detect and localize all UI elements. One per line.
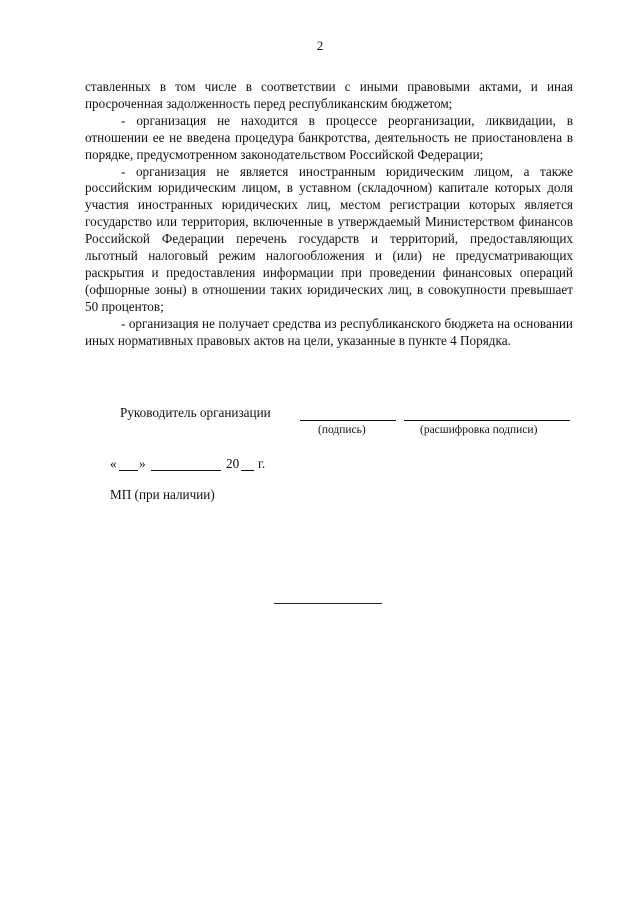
document-body	[85, 79, 573, 350]
end-divider	[274, 603, 382, 604]
date-open-quote: «	[110, 456, 117, 471]
date-month-blank	[151, 470, 221, 471]
paragraph-condition-foreign-entity: - организация не является иностранным юридическим лицом, а также российским юридическим лицом, в уставном (складочном) капитале которых доля участия иностранных юридических лиц, местом регистрации которых является государство или территория, включенные в утверждаемый Министерством финансов Российской Федерации перечень государств и территорий, предоставляющих льготный налоговый режим налогообложения и (или) не предусматривающих раскрытия и предоставления информации при проведении финансовых операций (офшорные зоны) в отношении таких юридических лиц, в совокупности превышает 50 процентов;	[85, 163, 573, 314]
signature-decoding-blank	[404, 420, 570, 421]
signature-caption: (подпись)	[318, 424, 366, 436]
date-year-prefix: 20	[226, 456, 240, 471]
paragraph-condition-reorganization: - организация не находится в процессе реорганизации, ликвидации, в отношении ее не введена процедура банкротства, деятельность не приостановлена в порядке, предусмотренном законодательством Российской Федерации;	[85, 112, 573, 162]
paragraph-continuation: ставленных в том числе в соответствии с иными правовыми актами, и иная просроченная задолженность перед республиканским бюджетом;	[85, 79, 573, 111]
date-close-quote: »	[139, 456, 146, 471]
date-year-blank	[241, 470, 254, 471]
stamp-label: МП (при наличии)	[110, 487, 215, 502]
signature-blank	[300, 420, 396, 421]
paragraph-condition-other-funds: - организация не получает средства из республиканского бюджета на основании иных нормативных правовых актов на цели, указанные в пункте 4 Порядка.	[85, 315, 573, 348]
signature-label: Руководитель организации	[120, 405, 271, 420]
date-day-blank	[119, 470, 138, 471]
page-number: 2	[316, 38, 324, 53]
date-year-suffix: г.	[258, 456, 266, 471]
signature-decoding-caption: (расшифровка подписи)	[420, 424, 538, 436]
